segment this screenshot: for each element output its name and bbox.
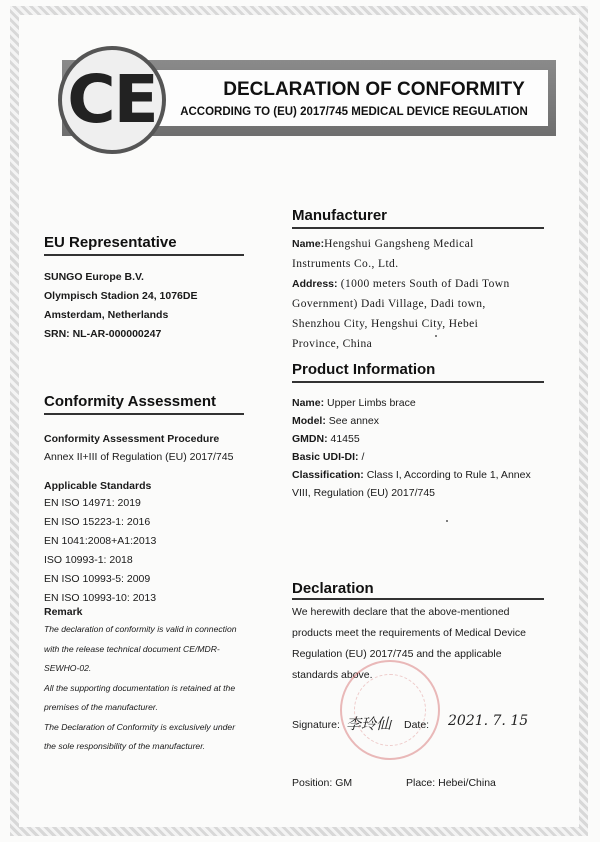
product-udi-label: Basic UDI-DI: [292, 451, 359, 463]
eu-rep-line: SUNGO Europe B.V. [44, 271, 144, 283]
document-subtitle: ACCORDING TO (EU) 2017/745 MEDICAL DEVICE REGULATION [180, 106, 528, 118]
eu-rep-line: SRN: NL-AR-000000247 [44, 328, 162, 340]
remark-line: All the supporting documentation is retained at the [44, 682, 236, 693]
declaration-line: We herewith declare that the above-mentioned [292, 606, 510, 618]
product-information-rule [292, 381, 544, 383]
remark-line: premises of the manufacturer. [44, 702, 158, 712]
remark-line: with the release technical document CE/MDR- [44, 643, 220, 654]
position-label: Position: [292, 777, 333, 789]
document-title: DECLARATION OF CONFORMITY [223, 79, 525, 100]
eu-rep-line: Olympisch Stadion 24, 1076DE [44, 290, 198, 302]
place-label: Place: [406, 777, 436, 789]
procedure-label: Conformity Assessment Procedure [44, 433, 220, 445]
product-classification-label: Classification: [292, 469, 364, 481]
remark-line: The declaration of conformity is valid in connection [44, 624, 237, 634]
product-name-label: Name: [292, 397, 325, 409]
product-block [292, 394, 548, 502]
product-model-label: Model: [292, 415, 326, 427]
conformity-assessment-rule [44, 413, 244, 415]
declaration-line: products meet the requirements of Medical Device [292, 627, 527, 639]
standard-item: EN ISO 10993-5: 2009 [44, 573, 151, 585]
manufacturer-address-line: Shenzhou City, Hengshui City, Hebei [292, 318, 479, 330]
manufacturer-name-line-2: Instruments Co., Ltd. [292, 258, 399, 270]
product-information-heading: Product Information [292, 361, 436, 378]
manufacturer-address-line: Province, China [292, 338, 373, 350]
eu-representative-heading: EU Representative [44, 234, 177, 251]
product-gmdn-label: GMDN: [292, 433, 328, 445]
remark-line: The Declaration of Conformity is exclusively under [44, 721, 236, 732]
eu-rep-line: Amsterdam, Netherlands [44, 309, 169, 321]
standard-item: EN ISO 15223-1: 2016 [44, 516, 151, 528]
declaration-heading: Declaration [292, 580, 374, 597]
declaration-line: Regulation (EU) 2017/745 and the applicable [292, 648, 502, 660]
manufacturer-address-line-1: (1000 meters South of Dadi Town [340, 278, 510, 290]
company-seal-inner [354, 674, 426, 746]
standard-item: EN ISO 10993-10: 2013 [44, 592, 157, 604]
manufacturer-address-label: Address: [292, 278, 338, 290]
manufacturer-address-line: Government) Dadi Village, Dadi town, [292, 298, 486, 310]
position-line [292, 776, 352, 790]
speck [446, 520, 448, 522]
remark-line: the sole responsibility of the manufacturer. [44, 741, 206, 751]
place-value: Hebei/China [438, 777, 496, 789]
eu-representative-rule [44, 254, 244, 256]
standards-label: Applicable Standards [44, 480, 152, 492]
signature-label: Signature: [292, 719, 340, 731]
product-udi-value: / [361, 451, 365, 463]
standard-item: EN ISO 14971: 2019 [44, 497, 141, 509]
declaration-rule [292, 598, 544, 600]
standard-item: ISO 10993-1: 2018 [44, 554, 133, 566]
remark-line: SEWHO-02. [44, 663, 92, 673]
product-model-value: See annex [328, 415, 379, 427]
speck [435, 335, 437, 337]
procedure-value: Annex II+III of Regulation (EU) 2017/745 [44, 451, 234, 463]
eu-representative-address [44, 268, 264, 344]
conformity-assessment-heading: Conformity Assessment [44, 393, 216, 410]
standards-list [44, 494, 274, 608]
signature-handwriting: 李玲仙 [346, 715, 392, 733]
product-classification-value-1: Class I, According to Rule 1, Annex [366, 469, 531, 481]
manufacturer-block [292, 234, 548, 354]
product-gmdn-value: 41455 [330, 433, 360, 445]
position-value: GM [335, 777, 353, 789]
product-name-value: Upper Limbs brace [327, 397, 416, 409]
place-line [406, 776, 496, 790]
manufacturer-rule [292, 227, 544, 229]
product-classification-value-2: VIII, Regulation (EU) 2017/745 [292, 487, 436, 499]
ce-mark-logo: CE [67, 61, 157, 138]
remark-label: Remark [44, 606, 83, 618]
standard-item: EN 1041:2008+A1:2013 [44, 535, 157, 547]
date-label: Date: [404, 719, 430, 731]
manufacturer-name-label: Name: [292, 238, 325, 250]
manufacturer-name-line-1: Hengshui Gangsheng Medical [324, 238, 474, 250]
declaration-line: standards above. [292, 669, 373, 681]
manufacturer-heading: Manufacturer [292, 207, 388, 224]
date-handwriting: 2021. 7. 15 [448, 713, 529, 729]
remark-text [44, 620, 284, 757]
